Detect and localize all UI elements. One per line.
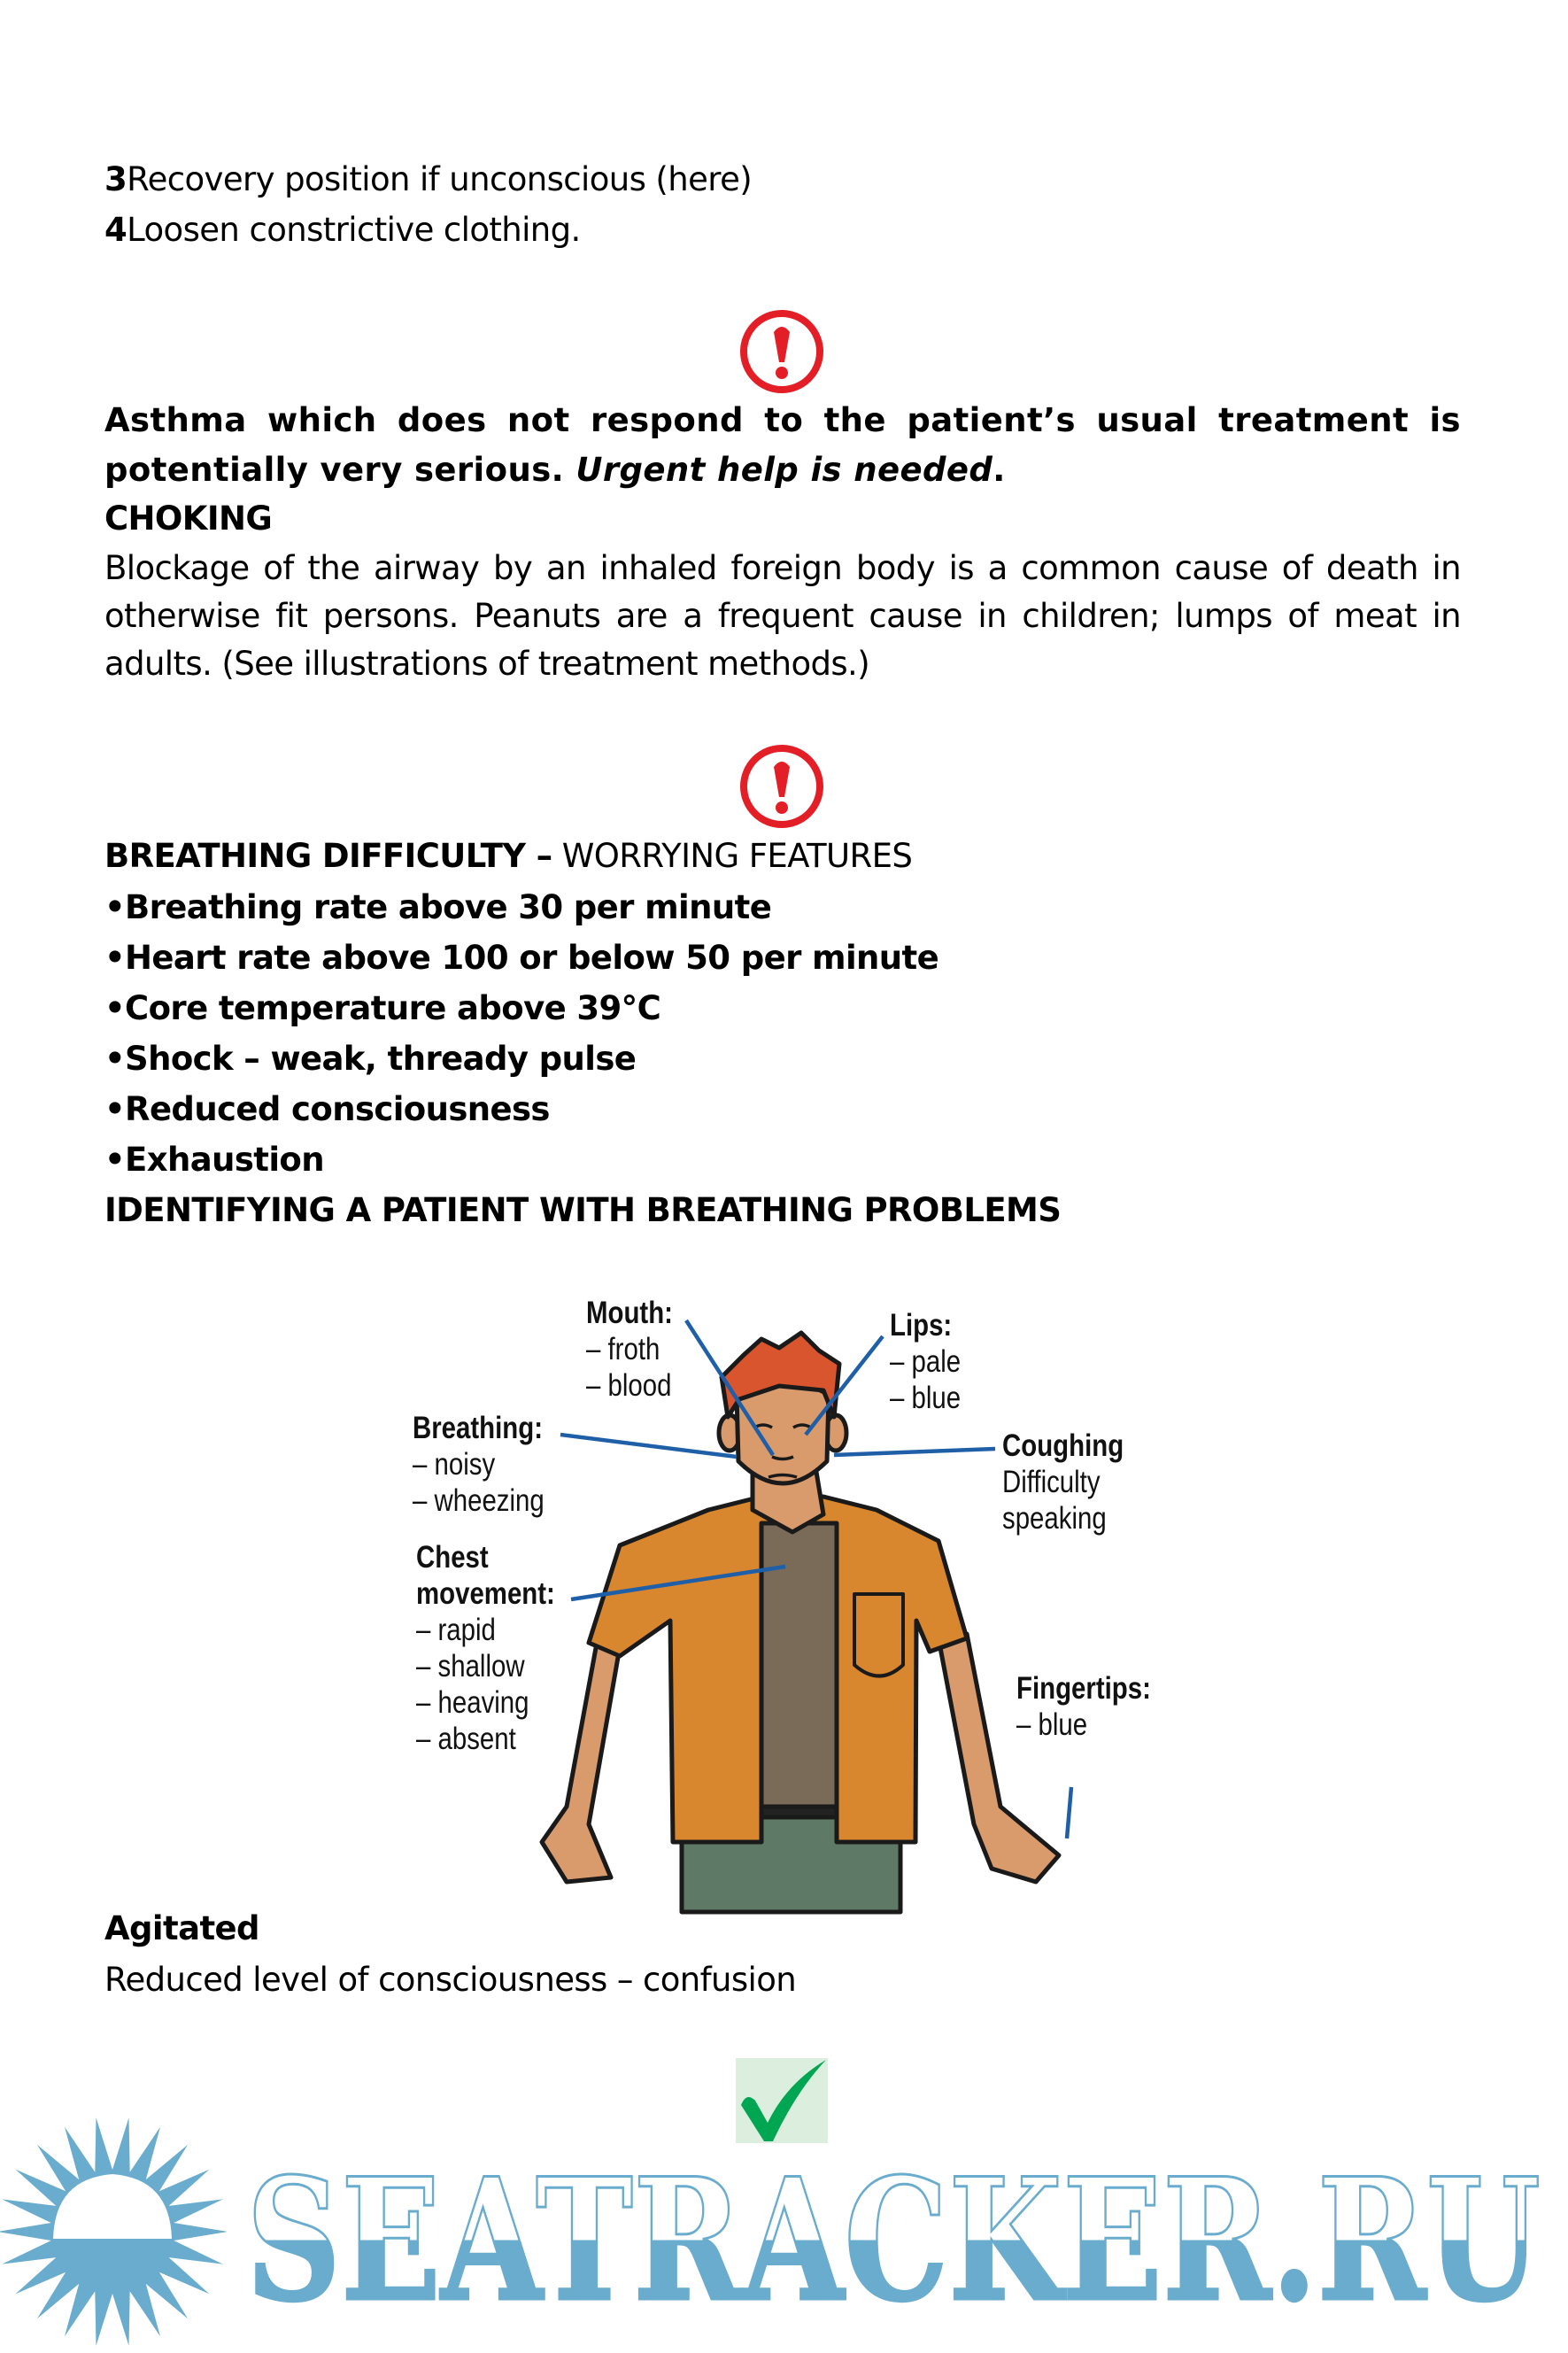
bullet-item: •Reduced consciousness [104,1090,550,1128]
step-4: 4Loosen constrictive clothing. [104,211,581,249]
watermark-text: SEATRACKER.RU [246,2141,1541,2339]
choking-body: Blockage of the airway by an inhaled foreign body is a common cause of death in otherwise fit persons. Peanuts are a frequent cause in children; lumps of meat in adults. (See illustrations of treatment methods.) [104,549,1461,683]
agitated-heading: Agitated [104,1909,259,1947]
bullet-item: •Breathing rate above 30 per minute [104,888,772,926]
label-breathing: Breathing: – noisy – wheezing [413,1411,545,1518]
asthma-warning: Asthma which does not respond to the patient’s usual treatment is potentially very serious. Urgent help is needed. [104,401,1461,489]
label-chest-movement: Chest movement: – rapid – shallow – heaving – absent [416,1540,555,1756]
bullet-item: •Core temperature above 39°C [104,989,661,1027]
identify-heading: IDENTIFYING A PATIENT WITH BREATHING PROBLEMS [104,1191,1062,1229]
agitated-body: Reduced level of consciousness – confusion [104,1961,797,1999]
bullet-item: •Shock – weak, thready pulse [104,1040,637,1078]
watermark-logo [0,2108,1568,2353]
bullet-item: •Heart rate above 100 or below 50 per minute [104,939,939,977]
label-lips: Lips: – pale – blue [890,1308,962,1415]
label-coughing: Coughing Difficulty speaking [1002,1428,1124,1536]
bullet-item: •Exhaustion [104,1141,324,1179]
sun-icon [0,2117,228,2345]
choking-heading: CHOKING [104,499,273,538]
label-fingertips: Fingertips: – blue [1016,1671,1151,1742]
breathing-heading: BREATHING DIFFICULTY – WORRYING FEATURES [104,837,913,875]
label-mouth: Mouth: – froth – blood [586,1296,673,1403]
step-3: 3Recovery position if unconscious (here) [104,160,753,198]
